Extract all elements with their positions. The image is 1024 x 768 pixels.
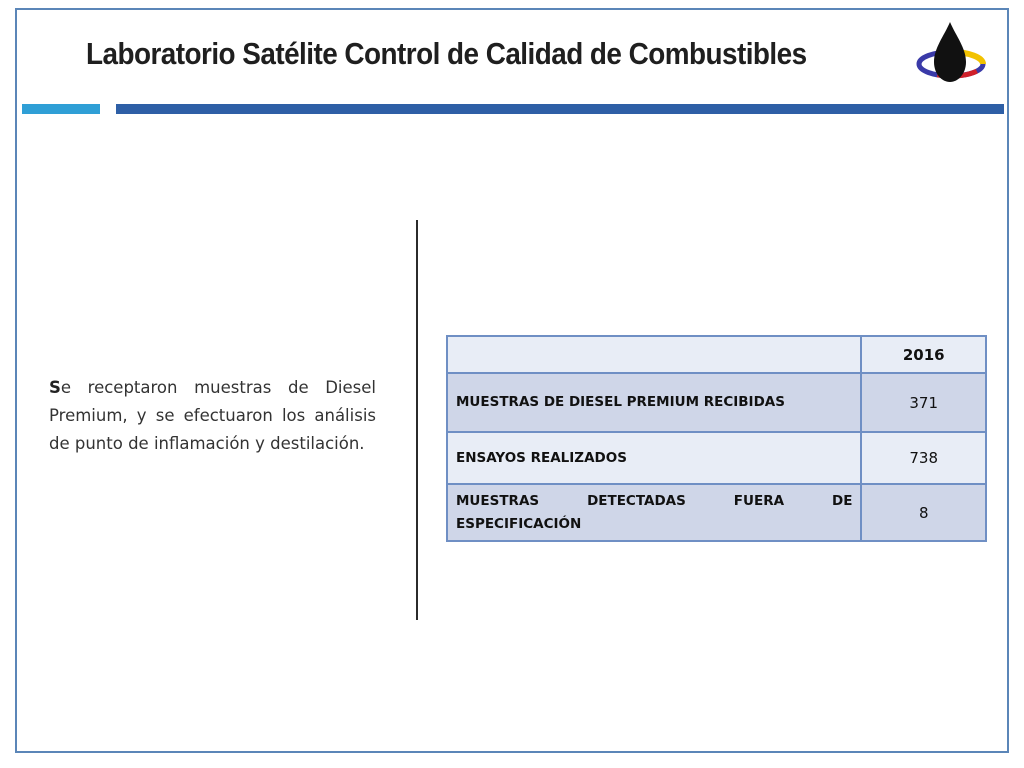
table-row-value: 8 — [861, 484, 986, 541]
table-row-value: 371 — [861, 373, 986, 432]
results-table — [446, 335, 987, 542]
oil-drop-logo-icon — [914, 20, 986, 86]
slide-title: Laboratorio Satélite Control de Calidad de Combustibles — [86, 36, 807, 71]
accent-bar-left — [22, 104, 100, 114]
description-text — [49, 374, 376, 458]
table-row-label: ENSAYOS REALIZADOS — [447, 432, 861, 484]
table-row — [447, 373, 986, 432]
table-row-label: MUESTRAS DE DIESEL PREMIUM RECIBIDAS — [447, 373, 861, 432]
table-header-label — [447, 336, 861, 373]
description-body: e receptaron muestras de Diesel Premium, y se efectuaron los análisis de punto de inflamación y destilación. — [49, 378, 376, 453]
logo-drop — [934, 22, 966, 82]
table-row — [447, 484, 986, 541]
table-row-label: MUESTRAS DETECTADAS FUERA DE ESPECIFICACIÓN — [447, 484, 861, 541]
table-header-row — [447, 336, 986, 373]
table-row-value: 738 — [861, 432, 986, 484]
accent-bar-right — [116, 104, 1004, 114]
table-row — [447, 432, 986, 484]
table-header-year: 2016 — [861, 336, 986, 373]
description-first-letter: S — [49, 378, 61, 397]
vertical-divider — [416, 220, 418, 620]
